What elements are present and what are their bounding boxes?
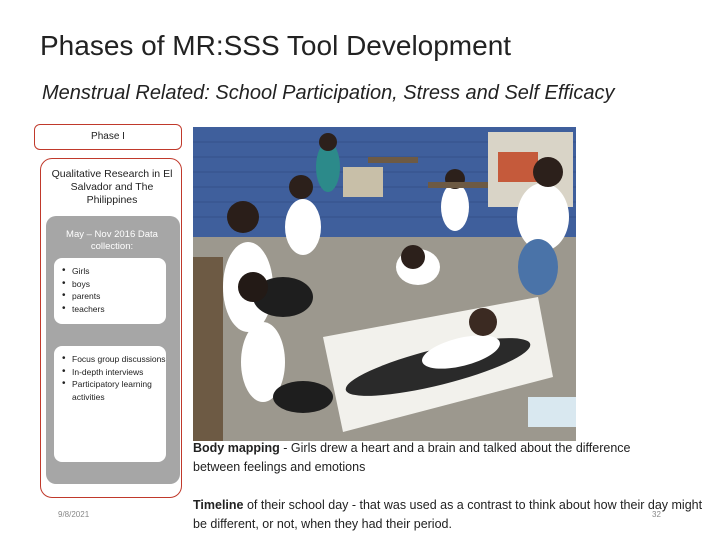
participant-item: • Girls <box>62 265 105 278</box>
timeline-text: of their school day - that was used as a contrast to think about how their day might be different, or not, when they had their period. <box>193 498 703 531</box>
slide-date: 9/8/2021 <box>58 510 90 519</box>
data-collection-title: May – Nov 2016 Data collection: <box>66 229 158 252</box>
method-item: • In-depth interviews <box>62 366 166 379</box>
participant-item: • parents <box>62 290 105 303</box>
method-item: • Participatory learning activities <box>62 378 166 403</box>
body-mapping-text: - Girls drew a heart and a brain and talked about the difference between feelings and emotions <box>193 441 631 474</box>
timeline-caption <box>193 496 713 534</box>
slide-number: 32 <box>652 510 661 519</box>
phase-label-box: Phase I <box>34 124 182 150</box>
participants-list <box>62 265 105 315</box>
body-mapping-photo <box>193 127 576 441</box>
slide-title: Phases of MR:SSS Tool Development <box>40 30 512 61</box>
body-mapping-caption <box>193 439 663 477</box>
method-item: • Focus group discussions <box>62 353 166 366</box>
participant-item: • boys <box>62 278 105 291</box>
timeline-label: Timeline <box>193 498 244 512</box>
classroom-photo-illustration <box>193 127 576 441</box>
research-title: Qualitative Research in El Salvador and The Philippines <box>51 168 173 206</box>
participant-item: • teachers <box>62 303 105 316</box>
methods-list <box>62 353 166 403</box>
body-mapping-label: Body mapping <box>193 441 280 455</box>
slide-subtitle: Menstrual Related: School Participation, Stress and Self Efficacy <box>42 82 615 104</box>
